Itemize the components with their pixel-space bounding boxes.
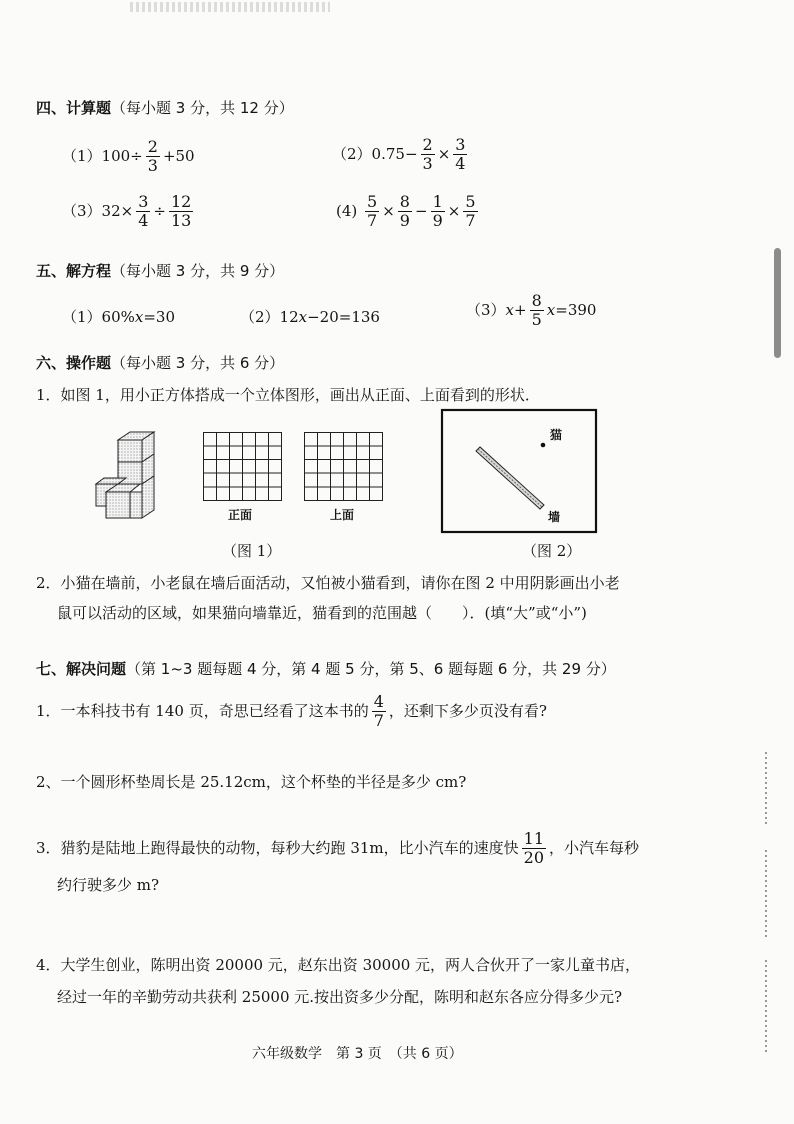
figure2-box[interactable] bbox=[440, 408, 600, 536]
fraction bbox=[136, 193, 150, 231]
denominator: 3 bbox=[422, 154, 433, 174]
numerator: 1 bbox=[432, 192, 443, 211]
problem-q4-line1: 4．大学生创业，陈明出资 20000 元，赵东出资 30000 元，两人合伙开了一家儿童书店， bbox=[36, 956, 641, 974]
fraction bbox=[398, 193, 412, 231]
section7-heading bbox=[36, 658, 616, 679]
denominator: 7 bbox=[465, 211, 476, 231]
denominator: 4 bbox=[455, 154, 466, 174]
problem-text: 1．一本科技书有 140 页，奇思已经看了这本书的 bbox=[36, 701, 369, 720]
calc-q4 bbox=[336, 193, 481, 231]
denominator: 4 bbox=[138, 211, 149, 231]
numerator: 3 bbox=[455, 135, 466, 154]
variable: x bbox=[134, 308, 144, 326]
fraction bbox=[421, 136, 435, 174]
denominator: 9 bbox=[399, 211, 410, 231]
section6-note: （每小题 3 分，共 6 分） bbox=[111, 354, 285, 372]
problem-q1 bbox=[36, 693, 547, 731]
equation-q1 bbox=[62, 306, 175, 327]
operator: × bbox=[437, 144, 451, 163]
fraction bbox=[372, 693, 386, 731]
figure1-caption: （图 1） bbox=[222, 542, 282, 560]
numerator: 8 bbox=[399, 192, 410, 211]
denominator: 13 bbox=[170, 211, 192, 231]
denominator: 7 bbox=[373, 711, 384, 731]
fraction bbox=[431, 193, 445, 231]
section4-heading bbox=[36, 97, 294, 118]
cube-figure bbox=[88, 430, 158, 525]
fraction bbox=[530, 292, 544, 330]
front-view-label: 正面 bbox=[228, 508, 253, 522]
margin-dots bbox=[765, 850, 767, 940]
operator: − bbox=[414, 201, 428, 220]
section5-note: （每小题 3 分，共 9 分） bbox=[111, 262, 285, 280]
problem-text: ，还剩下多少页没有看? bbox=[388, 701, 547, 720]
top-view-label: 上面 bbox=[330, 508, 355, 522]
numerator: 11 bbox=[523, 829, 544, 848]
variable: x bbox=[298, 308, 308, 326]
scan-artifact bbox=[130, 2, 330, 12]
denominator: 3 bbox=[147, 156, 158, 176]
calc-q2 bbox=[332, 136, 470, 174]
scrollbar[interactable] bbox=[774, 248, 781, 358]
expr-text: +50 bbox=[162, 146, 195, 165]
problem-q2: 2、一个圆形杯垫周长是 25.12cm，这个杯垫的半径是多少 cm? bbox=[36, 773, 467, 791]
expr-text: 12 bbox=[279, 308, 299, 326]
calc-q1 bbox=[62, 138, 195, 176]
numerator: 2 bbox=[147, 137, 158, 156]
section7-title: 七、解决问题 bbox=[36, 660, 127, 678]
variable: x bbox=[505, 300, 515, 319]
numerator: 4 bbox=[373, 692, 384, 711]
section4-title: 四、计算题 bbox=[36, 99, 112, 117]
operator: ÷ bbox=[153, 201, 166, 220]
expr-text: 32× bbox=[101, 201, 134, 220]
expr-text: 60% bbox=[101, 308, 135, 326]
margin-dots bbox=[765, 960, 767, 1055]
section7-note: （第 1~3 题每题 4 分，第 4 题 5 分，第 5、6 题每题 6 分，共 29 分） bbox=[126, 660, 616, 678]
denominator: 20 bbox=[523, 848, 544, 868]
figure2-caption: （图 2） bbox=[522, 542, 582, 560]
cat-label: 猫 bbox=[550, 428, 563, 442]
numerator: 5 bbox=[367, 192, 378, 211]
margin-dots bbox=[765, 752, 767, 827]
problem-text: 3．猎豹是陆地上跑得最快的动物，每秒大约跑 31m，比小汽车的速度快 bbox=[36, 838, 519, 857]
fraction bbox=[146, 138, 160, 176]
variable: x bbox=[546, 300, 556, 319]
expr-text: =390 bbox=[555, 300, 597, 319]
problem-q3-line2: 约行驶多少 m? bbox=[57, 876, 160, 894]
section5-heading bbox=[36, 260, 284, 281]
numerator: 2 bbox=[422, 135, 433, 154]
wall-label: 墙 bbox=[548, 510, 561, 524]
denominator: 5 bbox=[531, 310, 542, 330]
wall-shape bbox=[476, 447, 544, 509]
fraction bbox=[365, 193, 379, 231]
operation-q1: 1．如图 1，用小正方体搭成一个立体图形，画出从正面、上面看到的形状． bbox=[36, 386, 540, 404]
operation-q2-line2: 鼠可以活动的区域，如果猫向墙靠近，猫看到的范围越（ ）．(填“大”或“小”) bbox=[57, 604, 587, 622]
cat-point-icon bbox=[541, 443, 546, 448]
q-label: （2） bbox=[332, 144, 372, 163]
q-label: （3） bbox=[466, 300, 506, 319]
fraction bbox=[453, 136, 467, 174]
q-label: （2） bbox=[240, 308, 280, 326]
equation-q3 bbox=[466, 292, 596, 330]
fraction bbox=[463, 193, 477, 231]
expr-text: −20=136 bbox=[307, 308, 380, 326]
section5-title: 五、解方程 bbox=[36, 262, 112, 280]
expr-text: 100÷ bbox=[101, 146, 143, 165]
operator: × bbox=[447, 201, 461, 220]
q-label: (4) bbox=[336, 201, 358, 220]
denominator: 9 bbox=[432, 211, 443, 231]
front-view-grid[interactable] bbox=[203, 432, 283, 502]
q-label: （3） bbox=[62, 201, 102, 220]
q-label: （1） bbox=[62, 146, 102, 165]
problem-q3 bbox=[36, 830, 639, 868]
numerator: 3 bbox=[138, 192, 149, 211]
fraction bbox=[169, 193, 193, 231]
section6-heading bbox=[36, 352, 284, 373]
numerator: 12 bbox=[170, 192, 192, 211]
problem-q4-line2: 经过一年的辛勤劳动共获利 25000 元.按出资多少分配，陈明和赵东各应分得多少元? bbox=[57, 988, 623, 1006]
operator: + bbox=[514, 300, 527, 319]
calc-q3 bbox=[62, 193, 196, 231]
equation-q2 bbox=[240, 306, 380, 327]
denominator: 7 bbox=[367, 211, 378, 231]
operation-q2-line1: 2．小猫在墙前，小老鼠在墙后面活动，又怕被小猫看到，请你在图 2 中用阴影画出小老 bbox=[36, 574, 620, 592]
q-label: （1） bbox=[62, 308, 102, 326]
fraction bbox=[522, 830, 546, 868]
numerator: 5 bbox=[465, 192, 476, 211]
expr-text: =30 bbox=[143, 308, 176, 326]
operator: × bbox=[382, 201, 395, 220]
top-view-grid[interactable] bbox=[304, 432, 384, 502]
numerator: 8 bbox=[531, 291, 542, 310]
problem-text: ，小汽车每秒 bbox=[549, 838, 640, 857]
section6-title: 六、操作题 bbox=[36, 354, 112, 372]
expr-text: 0.75− bbox=[371, 144, 418, 163]
page-footer: 六年级数学 第 3 页 （共 6 页） bbox=[252, 1046, 463, 1062]
section4-note: （每小题 3 分，共 12 分） bbox=[111, 99, 294, 117]
